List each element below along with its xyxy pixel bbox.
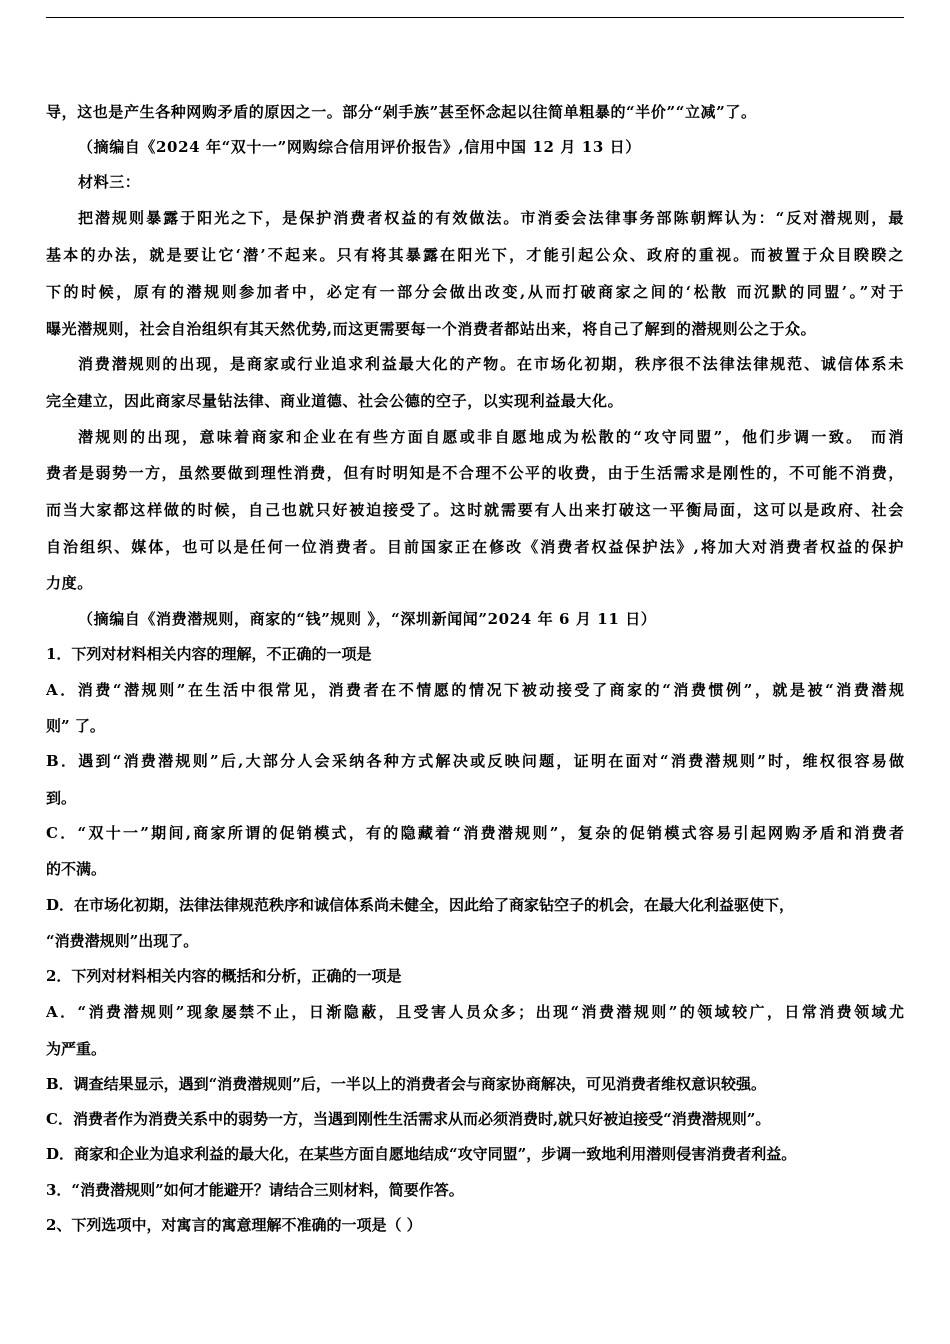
text-line: 曝光潜规则，社会自治组织有其天然优势,而这更需要每一个消费者都站出来，将自己了解到的潜规则公之于众。	[46, 320, 817, 338]
text-line: 则” 了。	[46, 717, 105, 735]
text-line: C．“双十一”期间,商家所谓的促销模式，有的隐藏着“消费潜规则”，复杂的促销模式容易引起网购矛盾和消费者	[46, 824, 904, 842]
header-rule	[46, 17, 904, 18]
text-line: 到。	[46, 789, 77, 807]
text-line: 材料三：	[78, 173, 141, 191]
text-line: （摘编自《2024 年“双十一”网购综合信用评价报告》,信用中国 12 月 13 日）	[78, 138, 641, 156]
text-line: A．消费“潜规则”在生活中很常见，消费者在不情愿的情况下被动接受了商家的“消费惯例”，就是被“消费潜规	[46, 681, 904, 699]
text-line: 2、下列选项中，对寓言的寓意理解不准确的一项是（ ）	[46, 1216, 422, 1234]
text-line: 力度。	[46, 574, 93, 592]
text-line: （摘编自《消费潜规则，商家的“钱”规则 》，“深圳新闻闻”2024 年 6 月 11 日）	[78, 610, 657, 628]
text-line: D．商家和企业为追求利益的最大化，在某些方面自愿地结成“攻守同盟”，步调一致地利用潜则侵害消费者利益。	[46, 1145, 797, 1163]
text-line: 消费潜规则的出现，是商家或行业追求利益最大化的产物。在市场化初期，秩序很不法律法律规范、诚信体系未	[78, 355, 904, 373]
text-line: 下的时候，原有的潜规则参加者中，必定有一部分会做出改变,从而打破商家之间的‘松散 而沉默的同盟’。”对于	[46, 283, 904, 301]
text-line: B．调查结果显示，遇到“消费潜规则”后，一半以上的消费者会与商家协商解决，可见消费者维权意识较强。	[46, 1075, 766, 1093]
text-line: 自治组织、媒体，也可以是任何一位消费者。目前国家正在修改《消费者权益保护法》,将加大对消费者权益的保护	[46, 538, 904, 556]
text-line: 导，这也是产生各种网购矛盾的原因之一。部分“剁手族”甚至怀念起以往简单粗暴的“半价”“立减”了。	[46, 103, 757, 121]
text-line: C．消费者作为消费关系中的弱势一方，当遇到刚性生活需求从而必须消费时,就只好被迫接受“消费潜规则”。	[46, 1110, 771, 1128]
text-line: 为严重。	[46, 1040, 107, 1058]
text-line: B．遇到“消费潜规则”后,大部分人会采纳各种方式解决或反映问题，证明在面对“消费潜规则”时，维权很容易做	[46, 752, 904, 770]
text-line: 把潜规则暴露于阳光之下，是保护消费者权益的有效做法。市消委会法律事务部陈朝辉认为：“反对潜规则，最	[78, 209, 904, 227]
text-line: 基本的办法，就是要让它‘潜’不起来。只有将其暴露在阳光下，才能引起公众、政府的重视。而被置于众目睽睽之	[46, 246, 904, 264]
text-line: 1．下列对材料相关内容的理解，不正确的一项是	[46, 645, 372, 663]
text-line: “消费潜规则”出现了。	[46, 932, 199, 950]
text-line: 3．“消费潜规则”如何才能避开？请结合三则材料，简要作答。	[46, 1181, 464, 1199]
text-line: 完全建立，因此商家尽量钻法律、商业道德、社会公德的空子，以实现利益最大化。	[46, 392, 624, 410]
text-line: A．“消费潜规则”现象屡禁不止，日渐隐蔽，且受害人员众多；出现“消费潜规则”的领域较广，日常消费领域尤	[46, 1003, 904, 1021]
text-line: 而当大家都这样做的时候，自己也就只好被迫接受了。这时就需要有人出来打破这一平衡局面，这可以是政府、社会	[46, 501, 904, 519]
text-line: 的不满。	[46, 860, 107, 878]
text-line: D．在市场化初期，法律法律规范秩序和诚信体系尚未健全，因此给了商家钻空子的机会，在最大化利益驱使下，	[46, 896, 795, 914]
text-line: 潜规则的出现，意味着商家和企业在有些方面自愿或非自愿地成为松散的“攻守同盟”，他们步调一致。 而消	[78, 428, 904, 446]
text-line: 2．下列对材料相关内容的概括和分析，正确的一项是	[46, 967, 402, 985]
text-line: 费者是弱势一方，虽然要做到理性消费，但有时明知是不合理不公平的收费，由于生活需求是刚性的，不可能不消费，	[46, 464, 904, 482]
